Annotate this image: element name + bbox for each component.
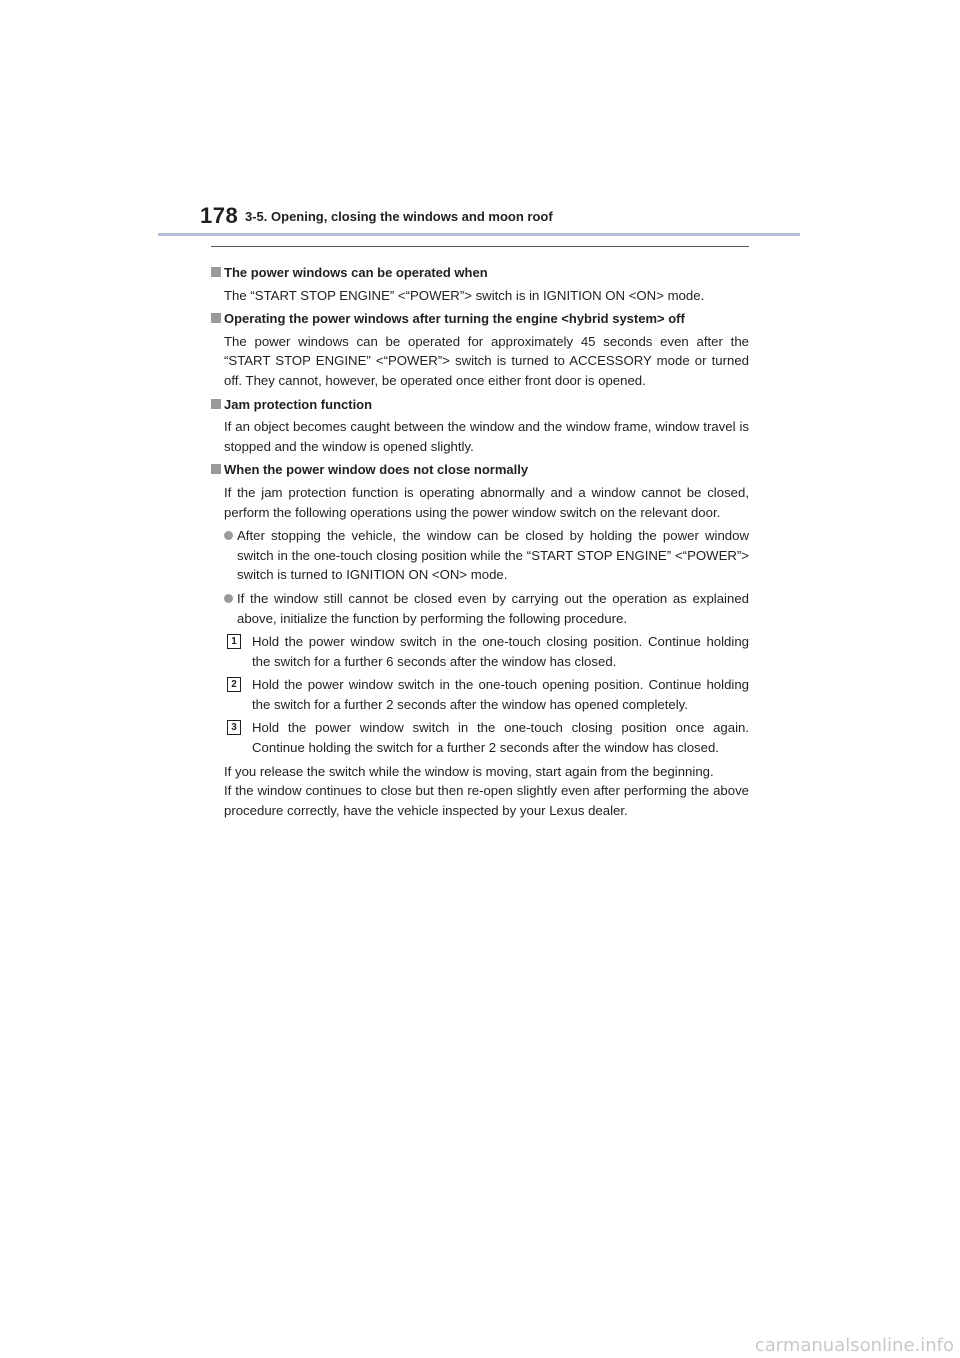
section-body: If an object becomes caught between the window and the window frame, window travel is stopped and the window is opened slightly.	[224, 419, 749, 454]
section-body: The power windows can be operated for approximately 45 seconds even after the “START STOP ENGINE” <“POWER”> switch is turned to ACCESSORY mode or turned off. They cannot, however, be operated once either front door is opened.	[224, 333, 749, 388]
section-heading-text: Operating the power windows after turning the engine <hybrid system> off	[224, 311, 685, 327]
watermark: carmanualsonline.info	[754, 1335, 954, 1356]
bullet-text: After stopping the vehicle, the window can be closed by holding the power window switch in the one-touch closing position while the “START STOP ENGINE” <“POWER”> switch is turned to IGNITION ON <ON> mode.	[237, 528, 749, 583]
square-bullet-icon	[211, 313, 221, 323]
content-top-rule	[211, 246, 749, 247]
section-title: 3-5. Opening, closing the windows and moon roof	[245, 209, 553, 224]
section-body: The “START STOP ENGINE” <“POWER”> switch is in IGNITION ON <ON> mode.	[224, 287, 705, 303]
page-number: 178	[200, 203, 239, 228]
step-number-badge: 3	[227, 720, 241, 735]
section-body: If the jam protection function is operating abnormally and a window cannot be closed, perform the following operations using the power window switch on the relevant door.	[224, 484, 749, 520]
square-bullet-icon	[211, 399, 221, 409]
step-text: Hold the power window switch in the one-touch opening position. Continue holding the switch for a further 2 seconds after the window has opened completely.	[252, 677, 749, 712]
closing-note: If you release the switch while the window is moving, start again from the beginning.	[224, 763, 714, 779]
round-bullet-icon	[224, 531, 233, 540]
section-heading-text: The power windows can be operated when	[224, 265, 488, 280]
section-heading	[211, 460, 749, 480]
round-bullet-icon	[224, 594, 233, 603]
section-heading-text: Jam protection function	[224, 396, 373, 412]
manual-content	[211, 259, 749, 824]
step-text: Hold the power window switch in the one-touch closing position. Continue holding the switch for a further 6 seconds after the window has closed.	[252, 634, 749, 669]
procedure-step	[211, 632, 749, 671]
bullet-item	[211, 526, 749, 585]
step-text: Hold the power window switch in the one-touch closing position once again. Continue holding the switch for a further 2 seconds after the window has closed.	[252, 720, 749, 756]
square-bullet-icon	[211, 464, 221, 474]
section-heading	[211, 395, 749, 415]
step-number-badge: 1	[227, 634, 241, 649]
procedure-step	[211, 675, 749, 714]
section-heading	[211, 309, 749, 329]
header-divider	[158, 233, 800, 236]
bullet-text: If the window still cannot be closed even by carrying out the operation as explained above, initialize the function by performing the following procedure.	[237, 590, 749, 626]
bullet-item	[211, 589, 749, 628]
section-heading-text: When the power window does not close normally	[224, 462, 529, 478]
page-header	[158, 203, 800, 237]
step-number-badge: 2	[227, 677, 241, 692]
square-bullet-icon	[211, 267, 221, 277]
procedure-step	[211, 718, 749, 757]
section-heading	[211, 263, 749, 283]
closing-note: If the window continues to close but then re-open slightly even after performing the above procedure correctly, have the vehicle inspected by your Lexus dealer.	[224, 783, 749, 818]
